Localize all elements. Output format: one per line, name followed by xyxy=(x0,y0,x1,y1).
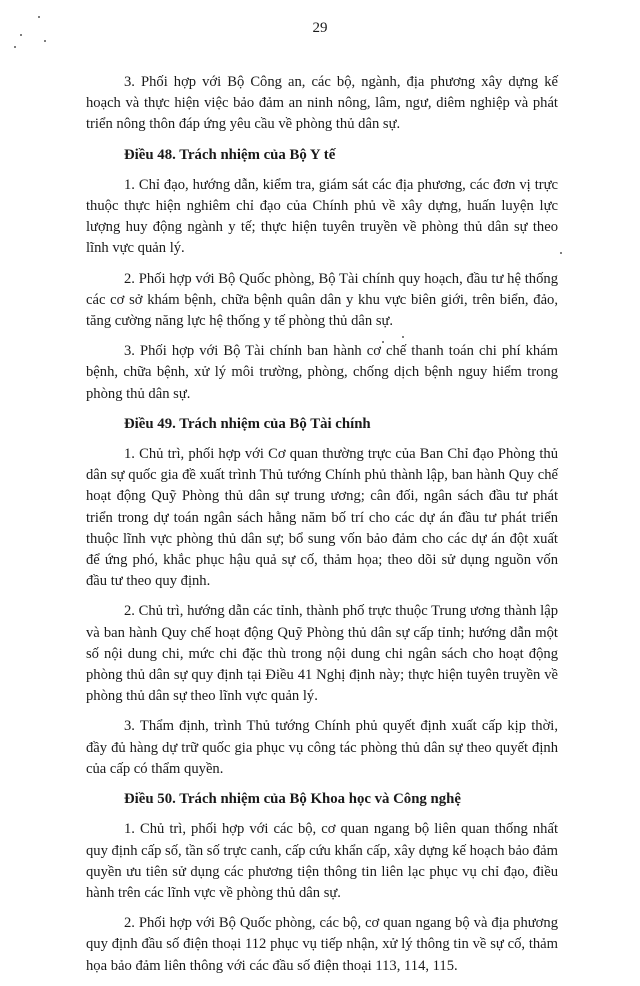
paragraph: 2. Phối hợp với Bộ Quốc phòng, Bộ Tài chính quy hoạch, đầu tư hệ thống các cơ sở khám bệnh, chữa bệnh quân dân y khu vực biên giới, trên biển, đảo, tăng cường năng lực hệ thống y tế phòng thủ dân sự. xyxy=(86,270,558,330)
paragraph: 1. Chỉ đạo, hướng dẫn, kiểm tra, giám sát các địa phương, các đơn vị trực thuộc thực hiện nghiêm chỉ đạo của Chính phủ về xây dựng, huấn luyện lực lượng huy động ngành y tế; thực hiện tuyên truyền về phòng thủ dân sự theo lĩnh vực quản lý. xyxy=(86,176,558,257)
article-heading: Điều 48. Trách nhiệm của Bộ Y tế xyxy=(124,146,336,163)
paragraph: 1. Chủ trì, phối hợp với các bộ, cơ quan ngang bộ liên quan thống nhất quy định cấp số, tần số trực canh, cấp cứu khẩn cấp, xây dựng kế hoạch bảo đảm quyền ưu tiên sử dụng các phương tiện thông tin liên lạc phục vụ chỉ đạo, điều hành trên các lĩnh vực về phòng thủ dân sự. xyxy=(86,821,558,901)
paragraph: 1. Chủ trì, phối hợp với Cơ quan thường trực của Ban Chỉ đạo Phòng thủ dân sự quốc gia đề xuất trình Thủ tướng Chính phủ thành lập, ban hành Quy chế hoạt động Quỹ Phòng thủ dân sự trung ương; cân đối, ngân sách đầu tư phát triển trong dự toán ngân sách hằng năm bố trí cho các dự án đầu tư phát triển thuộc lĩnh vực phòng thủ dân sự; bổ sung vốn bảo đảm cho các dự án đột xuất để ứng phó, khắc phục hậu quả sự cố, thảm họa; theo dõi sử dụng nguồn vốn đầu tư theo quy định. xyxy=(86,446,558,590)
paragraph: 3. Thẩm định, trình Thủ tướng Chính phủ quyết định xuất cấp kịp thời, đầy đủ hàng dự trữ quốc gia phục vụ công tác phòng thủ dân sự theo quyết định của cấp có thẩm quyền. xyxy=(86,718,558,777)
paragraph: 3. Phối hợp với Bộ Công an, các bộ, ngành, địa phương xây dựng kế hoạch và thực hiện việc bảo đảm an ninh nông, lâm, ngư, diêm nghiệp và phát triển nông thôn đáp ứng yêu cầu về phòng thủ dân sự. xyxy=(86,74,558,133)
article-heading: Điều 49. Trách nhiệm của Bộ Tài chính xyxy=(124,415,371,432)
page-number: 29 xyxy=(312,20,328,36)
article-heading: Điều 50. Trách nhiệm của Bộ Khoa học và Công nghệ xyxy=(124,791,461,808)
paragraph: 2. Chủ trì, hướng dẫn các tỉnh, thành phố trực thuộc Trung ương thành lập và ban hành Quy chế hoạt động Quỹ Phòng thủ dân sự cấp tỉnh; hướng dẫn một số nội dung chi, mức chi đặc thù trong nội dung chi ngân sách cho hoạt động phòng thủ dân sự quy định tại Điều 41 Nghị định này; thực hiện tuyên truyền về phòng thủ dân sự theo lĩnh vực quản lý. xyxy=(86,603,558,705)
paragraph: 3. Phối hợp với Bộ Tài chính ban hành cơ chế thanh toán chi phí khám bệnh, chữa bệnh, xử lý môi trường, phòng, chống dịch bệnh nguy hiểm trong phòng thủ dân sự. xyxy=(86,343,558,402)
paragraph: 2. Phối hợp với Bộ Quốc phòng, các bộ, cơ quan ngang bộ và địa phương quy định đầu số điện thoại 112 phục vụ tiếp nhận, xử lý thông tin về sự cố, thảm họa bảo đảm liên thông với các đầu số điện thoại 113, 114, 115. xyxy=(86,915,558,974)
document-body xyxy=(86,72,558,986)
